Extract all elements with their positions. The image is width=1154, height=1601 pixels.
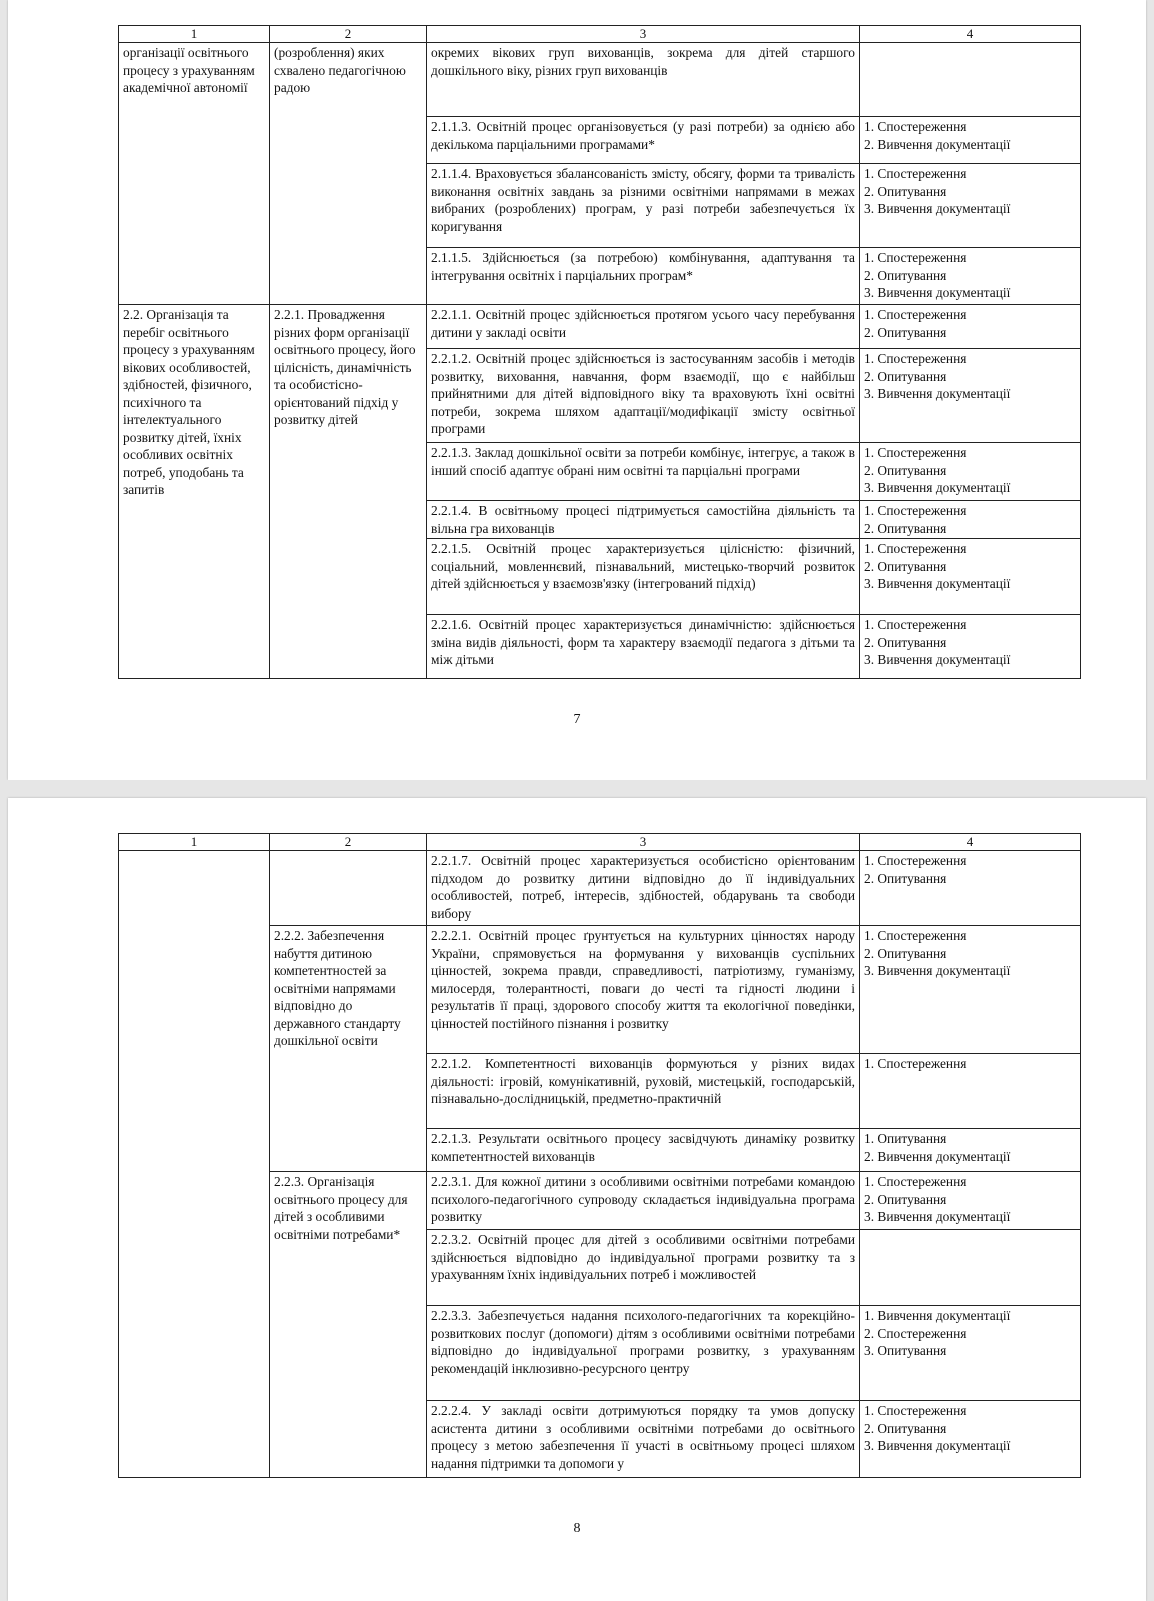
column-header: 1 <box>119 26 270 43</box>
column-header: 2 <box>270 834 427 851</box>
method-cell: 1. Спостереження 2. Опитування 3. Вивчення документації <box>860 539 1081 615</box>
indicator-cell: 2.2.1.5. Освітній процес характеризується цілісністю: фізичний, соціальний, мовленнєвий, пізнавальний, мистецько-творчий розвиток дітей здійснюється у взаємозв'язку (інтегрований підхід) <box>427 539 860 615</box>
document-page-7 <box>8 0 1146 780</box>
indicator-cell: 2.2.1.2. Освітній процес здійснюється із застосуванням засобів і методів розвитку, виховання, навчання, форм взаємодії, що є найбільш прийнятними для дітей відповідного віку та враховують їхні освітні потреби, зокрема шляхом адаптації/модифікації змісту освітньої програми <box>427 349 860 443</box>
page-number: 8 <box>573 1521 581 1536</box>
indicator-cell: 2.2.3.2. Освітній процес для дітей з особливими освітніми потребами здійснюється відповідно до індивідуальної програми розвитку та з урахуванням їхніх індивідуальних потреб і можливостей <box>427 1230 860 1306</box>
column-header: 2 <box>270 26 427 43</box>
indicator-cell: 2.1.1.5. Здійснюється (за потребою) комбінування, адаптування та інтегрування освітніх і парціальних програм* <box>427 248 860 305</box>
table-row <box>119 851 1081 926</box>
method-cell: 1. Спостереження 2. Опитування 3. Вивчення документації <box>860 615 1081 679</box>
indicator-cell: 2.2.1.4. В освітньому процесі підтримується самостійна діяльність та вільна гра вихованців <box>427 501 860 539</box>
method-cell: 1. Спостереження 2. Опитування 3. Вивчення документації <box>860 1172 1081 1230</box>
indicator-cell: окремих вікових груп вихованців, зокрема для дітей старшого дошкільного віку, різних груп вихованців <box>427 43 860 117</box>
column-header: 3 <box>427 26 860 43</box>
method-cell: 1. Спостереження 2. Вивчення документації <box>860 117 1081 164</box>
method-cell <box>860 1230 1081 1306</box>
method-cell: 1. Спостереження 2. Опитування 3. Вивчення документації <box>860 443 1081 501</box>
method-cell: 1. Спостереження 2. Опитування 3. Вивчення документації <box>860 1401 1081 1478</box>
table-header-row <box>119 834 1081 851</box>
requirement-cell: організації освітнього процесу з урахуванням академічної автономії <box>119 43 270 305</box>
method-cell: 1. Спостереження 2. Опитування 3. Вивчення документації <box>860 349 1081 443</box>
indicator-cell: 2.2.2.4. У закладі освіти дотримуються порядку та умов допуску асистента дитини з особливими освітніми потребами до освітнього процесу з метою забезпечення її участі в освітньому процесі шляхом надання підтримки та допомоги у <box>427 1401 860 1478</box>
method-cell: 1. Спостереження 2. Опитування 3. Вивчення документації <box>860 926 1081 1054</box>
column-header: 1 <box>119 834 270 851</box>
indicator-cell: 2.1.1.4. Враховується збалансованість змісту, обсягу, форми та тривалість виконання освітніх завдань за різними освітніми напрямами в межах вибраних (розроблених) програм, у разі потреби забезпечується їх коригування <box>427 164 860 248</box>
indicator-cell: 2.2.1.3. Заклад дошкільної освіти за потреби комбінує, інтегрує, а також в інший спосіб адаптує обрані ним освітні та парціальні програми <box>427 443 860 501</box>
table-row <box>119 305 1081 349</box>
indicator-cell: 2.2.2.1. Освітній процес ґрунтується на культурних цінностях народу України, спрямовується на формування у вихованців суспільних цінностей, зокрема правди, справедливості, патріотизму, гуманізму, милосердя, толерантності, поваги до честі та гідності людини і результатів її праці, здорового способу життя та екологічної поведінки, цінностей постійного пізнання і розвитку <box>427 926 860 1054</box>
indicator-cell: 2.2.1.3. Результати освітнього процесу засвідчують динаміку розвитку компетентностей вихованців <box>427 1129 860 1172</box>
criterion-cell: (розроблення) яких схвалено педагогічною радою <box>270 43 427 305</box>
table-header-row <box>119 26 1081 43</box>
indicator-cell: 2.2.1.1. Освітній процес здійснюється протягом усього часу перебування дитини у закладі освіти <box>427 305 860 349</box>
criteria-table <box>118 833 1081 1478</box>
indicator-cell: 2.2.3.1. Для кожної дитини з особливими освітніми потребами командою психолого-педагогічного супроводу складається індивідуальна програма розвитку <box>427 1172 860 1230</box>
page-divider <box>0 780 1154 798</box>
indicator-cell: 2.2.1.7. Освітній процес характеризується особистісно орієнтованим підходом до розвитку дитини відповідно до її індивідуальних особливостей, потреб, інтересів, здібностей, обдарувань та свободи вибору <box>427 851 860 926</box>
indicator-cell: 2.2.3.3. Забезпечується надання психолого-педагогічних та корекційно-розвиткових послуг (допомоги) дітям з особливими освітніми потребами відповідно до індивідуальної програми розвитку, з урахуванням рекомендацій інклюзивно-ресурсного центру <box>427 1306 860 1401</box>
requirement-cell: 2.2. Організація та перебіг освітнього процесу з урахуванням вікових особливостей, здібностей, фізичного, психічного та інтелектуального розвитку дітей, їхніх особливих освітніх потреб, уподобань та запитів <box>119 305 270 679</box>
criteria-table <box>118 25 1081 679</box>
method-cell: 1. Спостереження 2. Опитування 3. Вивчення документації <box>860 164 1081 248</box>
method-cell: 1. Спостереження 2. Опитування 3. Вивчення документації <box>860 248 1081 305</box>
document-page-8 <box>8 798 1146 1601</box>
method-cell: 1. Опитування 2. Вивчення документації <box>860 1129 1081 1172</box>
method-cell: 1. Спостереження 2. Опитування <box>860 305 1081 349</box>
column-header: 3 <box>427 834 860 851</box>
method-cell: 1. Спостереження 2. Опитування <box>860 851 1081 926</box>
requirement-cell <box>119 851 270 1478</box>
indicator-cell: 2.2.1.2. Компетентності вихованців формуються у різних видах діяльності: ігровій, комунікативній, руховій, мистецькій, господарській, пізнавально-дослідницькій, предметно-практичній <box>427 1054 860 1129</box>
criterion-cell <box>270 851 427 926</box>
indicator-cell: 2.1.1.3. Освітній процес організовується (у разі потреби) за однією або декількома парціальними програмами* <box>427 117 860 164</box>
method-cell: 1. Спостереження <box>860 1054 1081 1129</box>
criterion-cell: 2.2.3. Організація освітнього процесу для дітей з особливими освітніми потребами* <box>270 1172 427 1478</box>
criterion-cell: 2.2.1. Провадження різних форм організації освітнього процесу, його цілісність, динамічність та особистісно-орієнтований підхід у розвитку дітей <box>270 305 427 679</box>
method-cell: 1. Спостереження 2. Опитування <box>860 501 1081 539</box>
table-row <box>119 43 1081 117</box>
method-cell <box>860 43 1081 117</box>
column-header: 4 <box>860 834 1081 851</box>
page-number: 7 <box>573 712 581 727</box>
indicator-cell: 2.2.1.6. Освітній процес характеризується динамічністю: здійснюється зміна видів діяльності, форм та характеру взаємодії педагога з дітьми та між дітьми <box>427 615 860 679</box>
column-header: 4 <box>860 26 1081 43</box>
criterion-cell: 2.2.2. Забезпечення набуття дитиною компетентностей за освітніми напрямами відповідно до державного стандарту дошкільної освіти <box>270 926 427 1172</box>
method-cell: 1. Вивчення документації 2. Спостереження 3. Опитування <box>860 1306 1081 1401</box>
